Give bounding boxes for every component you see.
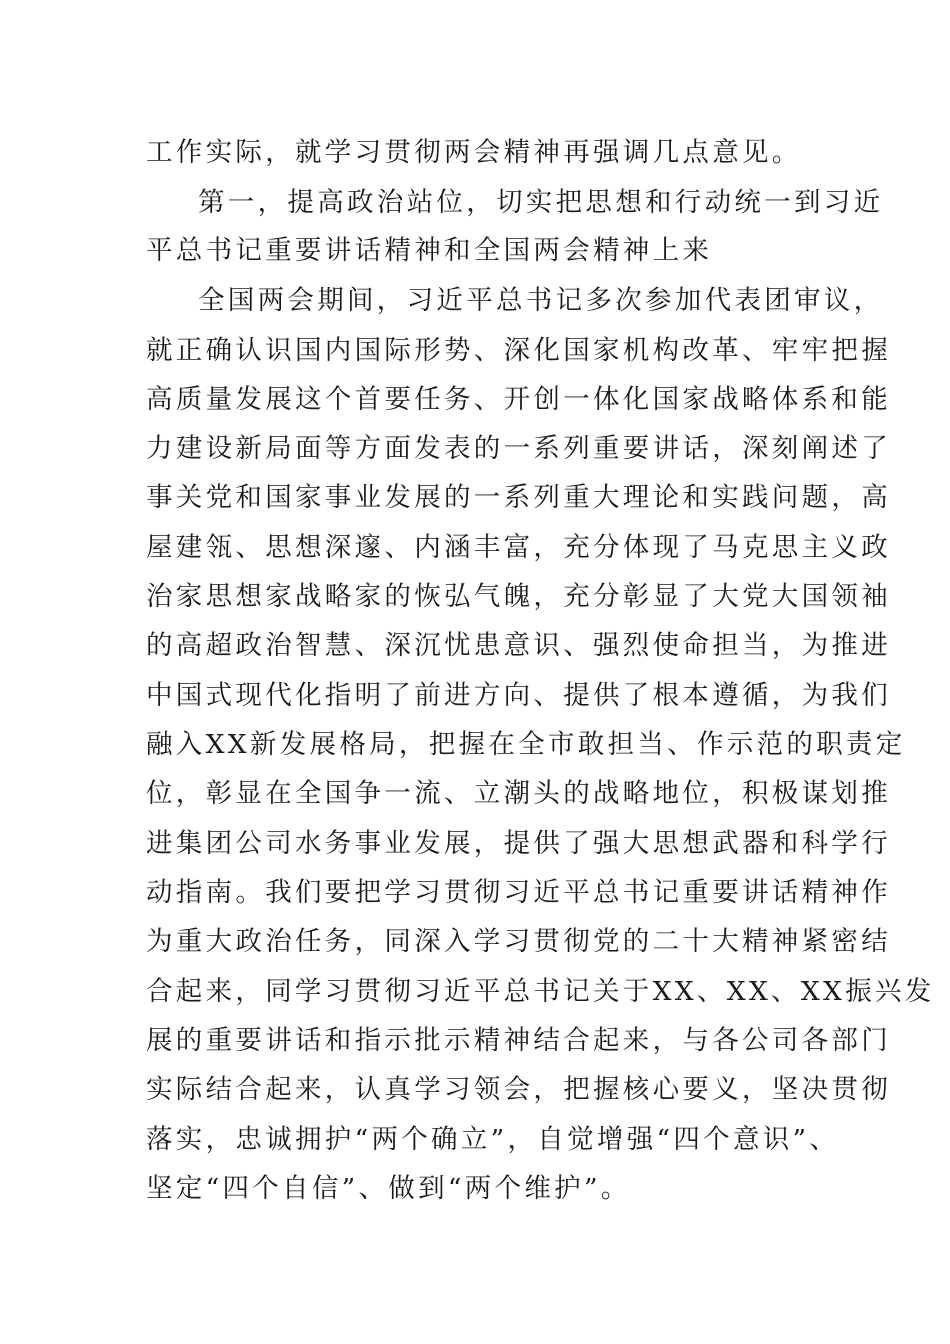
text-line: 落实，忠诚拥护“两个确立”，自觉增强“四个意识”、 — [146, 1124, 840, 1155]
text-line: 实际结合起来，认真学习领会，把握核心要义，坚决贯彻 — [146, 1074, 891, 1105]
text-line: 为重大政治任务，同深入学习贯彻党的二十大精神紧密结 — [146, 926, 891, 957]
text-line: 坚定“四个自信”、做到“两个维护”。 — [146, 1173, 631, 1204]
paragraph-first-line: 全国两会期间，习近平总书记多次参加代表团审议， — [198, 285, 884, 316]
text-line: 屋建瓴、思想深邃、内涵丰富，充分体现了马克思主义政 — [146, 532, 891, 563]
text-line: 进集团公司水务事业发展，提供了强大思想武器和科学行 — [146, 828, 891, 859]
section-heading-line: 第一，提高政治站位，切实把思想和行动统一到习近 — [198, 187, 884, 218]
section-heading-line: 平总书记重要讲话精神和全国两会精神上来 — [146, 235, 713, 266]
text-line: 展的重要讲话和指示批示精神结合起来，与各公司各部门 — [146, 1025, 891, 1056]
text-line: 治家思想家战略家的恢弘气魄，充分彰显了大党大国领袖 — [146, 581, 891, 612]
text-line: 的高超政治智慧、深沉忧患意识、强烈使命担当，为推进 — [146, 630, 891, 661]
text-line: 事关党和国家事业发展的一系列重大理论和实践问题，高 — [146, 482, 891, 513]
text-line: 动指南。我们要把学习贯彻习近平总书记重要讲话精神作 — [146, 877, 891, 908]
text-line: 高质量发展这个首要任务、开创一体化国家战略体系和能 — [146, 384, 891, 415]
text-line: 就正确认识国内国际形势、深化国家机构改革、牢牢把握 — [146, 335, 891, 366]
text-line: 合起来，同学习贯彻习近平总书记关于XX、XX、XX振兴发 — [146, 976, 935, 1007]
text-line: 融入XX新发展格局，把握在全市敢担当、作示范的职责定 — [146, 729, 906, 760]
text-line: 力建设新局面等方面发表的一系列重要讲话，深刻阐述了 — [146, 433, 891, 464]
text-line: 工作实际，就学习贯彻两会精神再强调几点意见。 — [146, 137, 802, 168]
text-line: 中国式现代化指明了前进方向、提供了根本遵循，为我们 — [146, 680, 891, 711]
text-line: 位，彰显在全国争一流、立潮头的战略地位，积极谋划推 — [146, 778, 891, 809]
